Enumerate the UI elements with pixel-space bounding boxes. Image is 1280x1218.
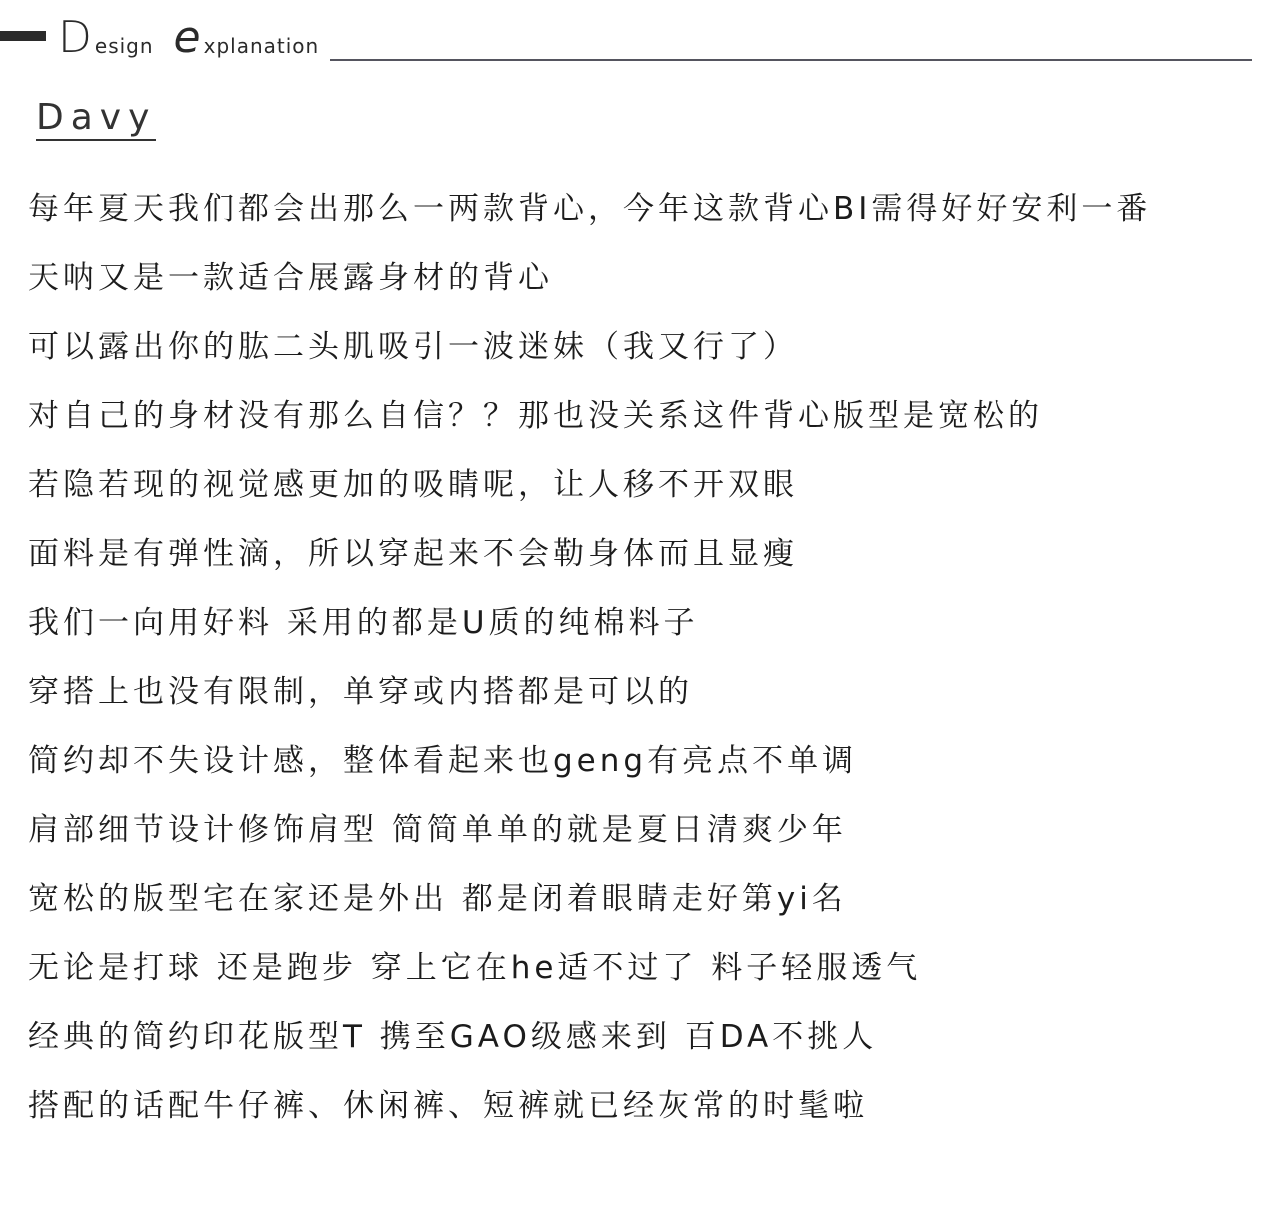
header-divider <box>330 59 1252 61</box>
description-text <box>28 186 1151 1152</box>
section-title <box>58 10 320 63</box>
section-title-initial-e: e <box>173 12 202 63</box>
description-line: 对自己的身材没有那么自信？？那也没关系这件背心版型是宽松的 <box>28 398 1043 434</box>
description-line: 我们一向用好料 采用的都是U质的纯棉料子 <box>28 605 699 641</box>
section-title-initial-d: D <box>58 12 93 63</box>
description-line: 每年夏天我们都会出那么一两款背心，今年这款背心BI需得好好安利一番 <box>28 191 1152 227</box>
description-line: 宽松的版型宅在家还是外出 都是闭着眼睛走好第yi名 <box>28 881 847 917</box>
description-line: 经典的简约印花版型T 携至GAO级感来到 百DA不挑人 <box>28 1019 878 1055</box>
description-line: 可以露出你的肱二头肌吸引一波迷妹（我又行了） <box>28 329 798 365</box>
description-line: 穿搭上也没有限制，单穿或内搭都是可以的 <box>28 674 693 710</box>
section-title-word-design: esign <box>94 34 154 58</box>
description-line: 无论是打球 还是跑步 穿上它在he适不过了 料子轻服透气 <box>28 950 922 986</box>
description-line: 天呐又是一款适合展露身材的背心 <box>28 260 553 296</box>
author-name: Davy <box>36 98 156 141</box>
description-line: 搭配的话配牛仔裤、休闲裤、短裤就已经灰常的时髦啦 <box>28 1088 868 1124</box>
description-line: 面料是有弹性滴，所以穿起来不会勒身体而且显瘦 <box>28 536 798 572</box>
header-accent-bar <box>0 31 46 41</box>
description-line: 肩部细节设计修饰肩型 简简单单的就是夏日清爽少年 <box>28 812 847 848</box>
description-line: 若隐若现的视觉感更加的吸睛呢，让人移不开双眼 <box>28 467 798 503</box>
description-line: 简约却不失设计感，整体看起来也geng有亮点不单调 <box>28 743 858 779</box>
section-title-word-explanation: xplanation <box>203 34 320 58</box>
